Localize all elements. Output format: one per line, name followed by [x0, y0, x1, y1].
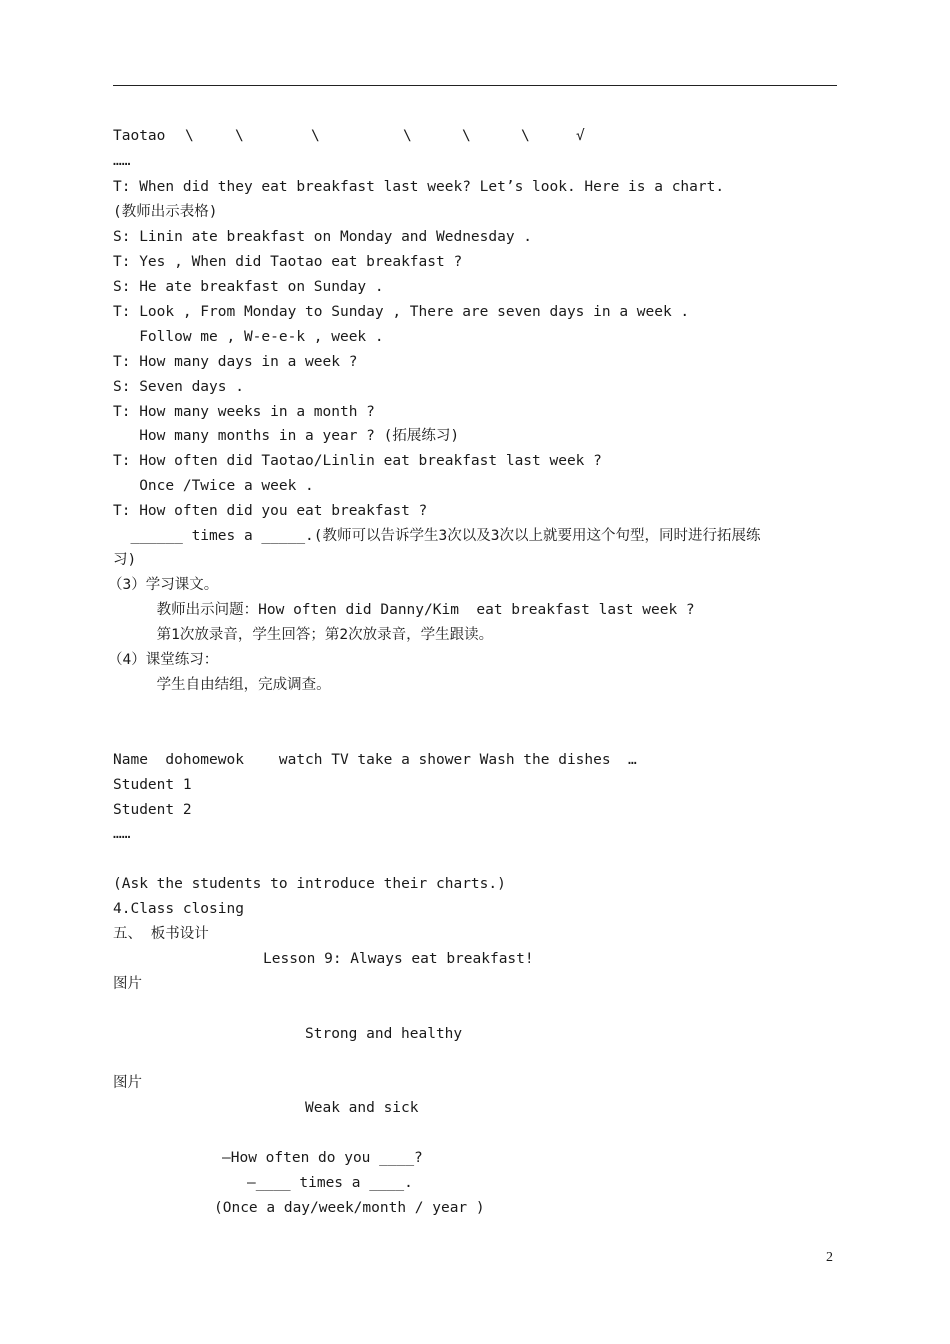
check-mark: \: [403, 128, 412, 144]
header-rule: [113, 85, 837, 86]
check-mark: \: [185, 128, 194, 144]
taotao-name: Taotao: [113, 128, 166, 144]
dialogue-line: S: Linin ate breakfast on Monday and Wednesday .: [113, 229, 533, 245]
dialogue-line: T: How many days in a week ?: [113, 354, 358, 370]
picture-placeholder: 图片: [113, 1075, 142, 1091]
dialogue-line: How many months in a year ? (拓展练习): [113, 428, 460, 444]
survey-row: Student 2: [113, 802, 192, 818]
survey-row: Student 1: [113, 777, 192, 793]
survey-header: Name dohomewok watch TV take a shower Wash the dishes …: [113, 752, 637, 768]
board-caption: Weak and sick: [305, 1100, 419, 1116]
check-mark: \: [311, 128, 320, 144]
dialogue-line: Once /Twice a week .: [113, 478, 314, 494]
board-sentence: —____ times a ____.: [247, 1175, 413, 1191]
check-mark: \: [521, 128, 530, 144]
dialogue-line: T: Look , From Monday to Sunday , There are seven days in a week .: [113, 304, 690, 320]
ellipsis-line: ……: [113, 826, 131, 842]
ellipsis-line: ……: [113, 153, 131, 169]
note-line: (教师出示表格): [113, 204, 218, 220]
section-step: （3）学习课文。: [108, 577, 219, 593]
section-heading: 4.Class closing: [113, 901, 244, 917]
dialogue-line: ______ times a _____.(教师可以告诉学生3次以及3次以上就要用这个句型，同时进行拓展练: [113, 528, 761, 544]
step-detail: 教师出示问题：How often did Danny/Kim eat breakfast last week ?: [113, 602, 695, 618]
step-detail: 学生自由结组，完成调查。: [113, 677, 331, 693]
check-mark: \: [235, 128, 244, 144]
picture-placeholder: 图片: [113, 976, 142, 992]
dialogue-line: T: Yes , When did Taotao eat breakfast ?: [113, 254, 463, 270]
board-sentence: —How often do you ____?: [222, 1150, 423, 1166]
step-detail: 第1次放录音，学生回答；第2次放录音，学生跟读。: [113, 627, 494, 643]
dialogue-line: Follow me , W-e-e-k , week .: [113, 329, 384, 345]
dialogue-line: T: How often did Taotao/Linlin eat breakfast last week ?: [113, 453, 602, 469]
dialogue-line: T: How often did you eat breakfast ?: [113, 503, 428, 519]
page-number: 2: [826, 1250, 833, 1265]
section-step: （4）课堂练习：: [108, 652, 219, 668]
dialogue-line: S: Seven days .: [113, 379, 244, 395]
section-heading: 五、 板书设计: [113, 926, 209, 942]
board-caption: Strong and healthy: [305, 1026, 463, 1042]
board-title: Lesson 9: Always eat breakfast!: [263, 951, 534, 967]
check-mark: \: [462, 128, 471, 144]
dialogue-line: S: He ate breakfast on Sunday .: [113, 279, 384, 295]
dialogue-line: T: When did they eat breakfast last week? Let’s look. Here is a chart.: [113, 179, 725, 195]
dialogue-line: 习): [113, 552, 137, 568]
check-mark: √: [576, 128, 585, 144]
dialogue-line: T: How many weeks in a month ?: [113, 404, 375, 420]
instruction-line: (Ask the students to introduce their charts.): [113, 876, 506, 892]
board-sentence: (Once a day/week/month / year ): [214, 1200, 485, 1216]
